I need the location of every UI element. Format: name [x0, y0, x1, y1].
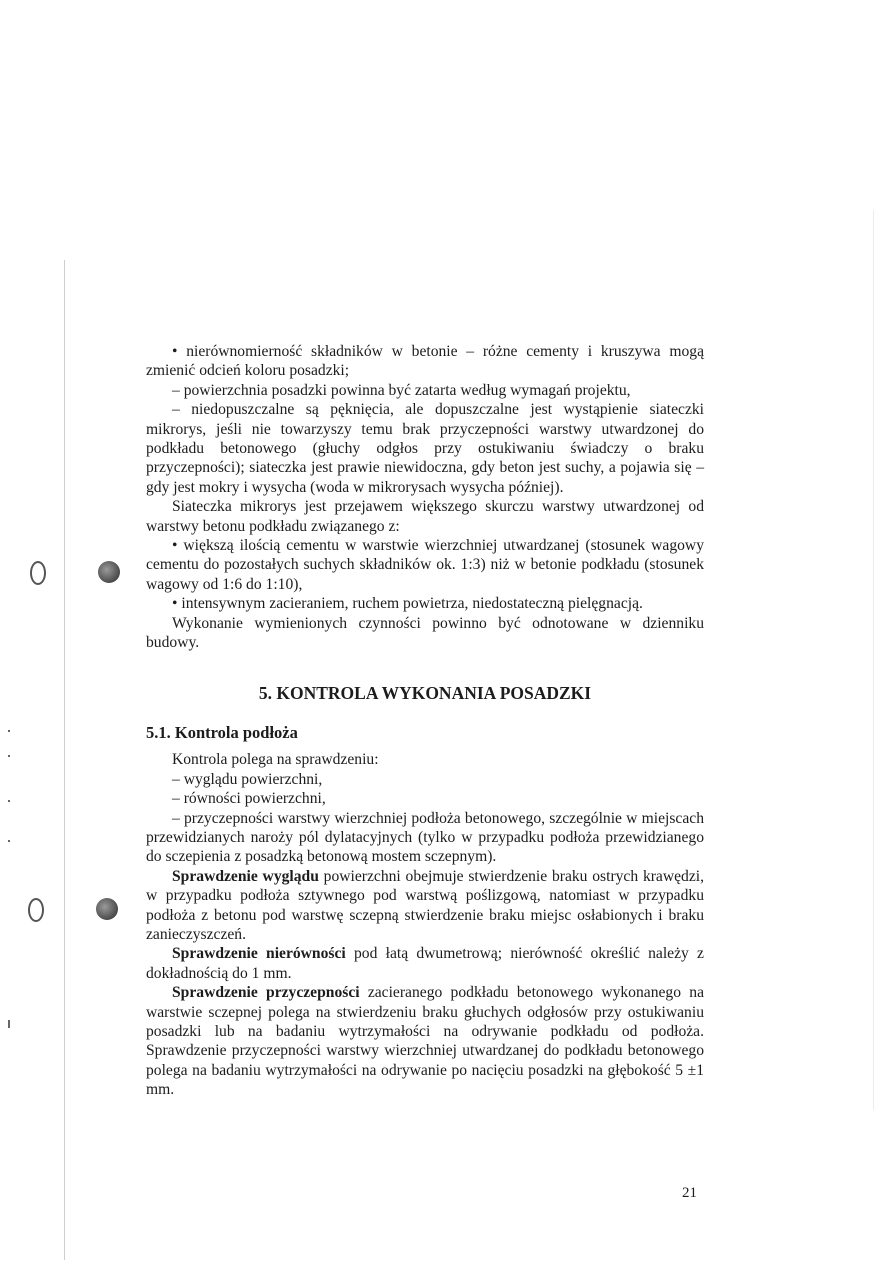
scan-speck — [8, 840, 10, 842]
bold-term: Sprawdzenie nierówności — [172, 945, 346, 963]
subsection-heading: 5.1. Kontrola podłoża — [146, 722, 298, 742]
scan-speck — [8, 730, 10, 732]
punch-hole — [96, 898, 118, 920]
bold-term: Sprawdzenie przyczepności — [172, 984, 360, 1002]
scan-speck — [8, 1020, 10, 1028]
paragraph-adhesion — [146, 983, 704, 1099]
paragraph: • większą ilością cementu w warstwie wierzchniej utwardzanej (stosunek wagowy cementu do pozostałych suchych składników ok. 1:3) niż w betonie podkładu (stosunek wagowy od 1:6 do 1:10), — [146, 537, 704, 593]
paragraph: Kontrola polega na sprawdzeniu: — [172, 751, 379, 769]
list-item: – wyglądu powierzchni, — [172, 770, 323, 788]
paragraph-unevenness — [146, 944, 704, 983]
list-item: – przyczepności warstwy wierzchniej podłoża betonowego, szczególnie w miejscach przewidzianych naroży pól dylatacyjnych (tylko w przypadku podłoża przewidzianego do sczepienia z posadzką betonową mostem sczepnym). — [146, 809, 704, 866]
page-number: 21 — [682, 1185, 697, 1201]
paragraph: Wykonanie wymienionych czynności powinno być odnotowane w dzienniku budowy. — [146, 614, 704, 652]
document-body — [146, 342, 704, 1100]
paragraph-text: pod łatą dwumetrową; nierówność określić należy z dokładnością do 1 mm. — [146, 945, 704, 982]
binder-ring-mark — [30, 561, 46, 585]
list-item: – równości powierzchni, — [172, 790, 326, 808]
binder-ring-mark — [28, 898, 44, 922]
scan-edge-line-right — [873, 210, 874, 1110]
paragraph: – powierzchnia posadzki powinna być zatarta według wymagań projektu, — [172, 381, 631, 399]
paragraph-appearance — [146, 867, 704, 945]
paragraph: • intensywnym zacieraniem, ruchem powietrza, niedostateczną pielęgnacją. — [172, 595, 643, 613]
scan-speck — [8, 800, 10, 802]
paragraph: Siateczka mikrorys jest przejawem większego skurczu warstwy utwardzonej od warstwy betonu podkładu związanego z: — [146, 498, 704, 535]
paragraph: – niedopuszczalne są pęknięcia, ale dopuszczalne jest wystąpienie siateczki mikrorys, jeśli nie towarzyszy temu brak przyczepności warstwy utwardzonej do podkładu betonowego (głuchy odgłos przy ostukiwaniu świadczy o braku przyczepności); siateczka jest prawie niewidoczna, gdy beton jest suchy, a pojawia się – gdy jest mokry i wysycha (woda w mikrorysach wysycha później). — [146, 401, 704, 496]
bold-term: Sprawdzenie wyglądu — [172, 867, 319, 885]
scan-speck — [8, 755, 10, 757]
paragraph: • nierównomierność składników w betonie – różne cementy i kruszywa mogą zmienić odcień koloru posadzki; — [146, 343, 704, 380]
punch-hole — [98, 561, 120, 583]
section-heading: 5. KONTROLA WYKONANIA POSADZKI — [258, 682, 592, 703]
paragraph-text: powierzchni obejmuje stwierdzenie braku ostrych krawędzi, w przypadku podłoża sztywnego pod warstwą poślizgową, natomiast w przypadku podłoża z betonu pod warstwę sczepną stwierdzenie braku miejsc osłabionych i braku zanieczyszczeń. — [146, 867, 704, 943]
paragraph-text: zacieranego podkładu betonowego wykonanego na warstwie sczepnej polega na stwierdzeniu braku głuchych odgłosów przy ostukiwaniu posadzki lub na badaniu wytrzymałości na odrywanie podkładu od podłoża. Sprawdzenie przyczepności warstwy wierzchniej utwardzanej do podkładu betonowego polega na badaniu wytrzymałości na odrywanie po nacięciu posadzki na głębokość 5 ±1 mm. — [146, 984, 704, 1099]
scan-edge-line — [64, 260, 65, 1260]
